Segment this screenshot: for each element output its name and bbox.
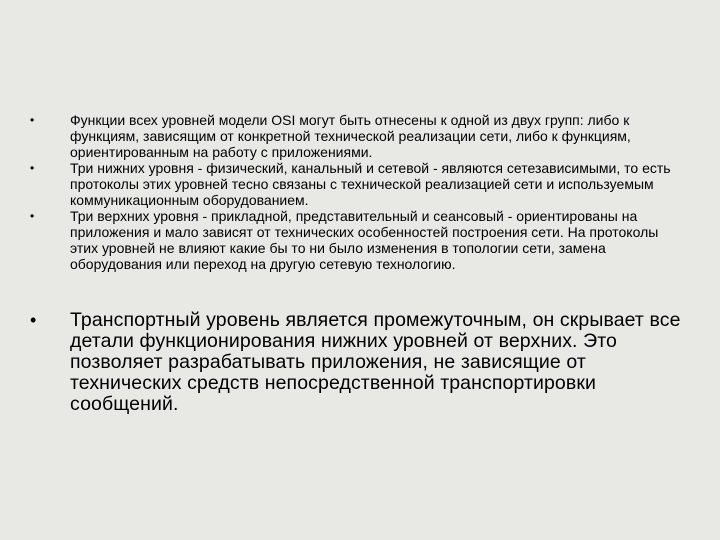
sub-bullet-text: Три нижних уровня - физический, канальный и сетевой - являются сетезависимыми, то есть протоколы этих уровней тесно связаны с технической реализацией сети и используемым коммуникационным оборудованием.	[70, 160, 671, 208]
sub-bullet-text: Функции всех уровней модели OSI могут быть отнесены к одной из двух групп: либо к функциям, зависящим от конкретной технической реализации сети, либо к функциям, ориентированным на работу с приложениями.	[70, 112, 631, 160]
bullet-icon: •	[30, 161, 35, 175]
sub-bullet-text: Три верхних уровня - прикладной, представительный и сеансовый - ориентированы на приложения и мало зависят от технических особенностей построения сети. На протоколы этих уровней не влияют какие бы то ни было изменения в топологии сети, замена оборудования или переход на другую сетевую технологию.	[70, 208, 659, 272]
sub-bullet-item	[30, 112, 690, 160]
main-bullet-item	[30, 310, 690, 415]
main-bullet-list	[30, 310, 690, 415]
main-bullet-text: Транспортный уровень является промежуточным, он скрывает все детали функционирования нижних уровней от верхних. Это позволяет разрабатывать приложения, не зависящие от технических средств непосредственной транспортировки сообщений.	[70, 309, 681, 415]
sub-bullet-item	[30, 208, 690, 272]
bullet-icon: •	[30, 209, 35, 223]
bullet-icon: •	[30, 113, 35, 127]
sub-bullet-item	[30, 160, 690, 208]
bullet-icon: •	[30, 310, 37, 330]
sub-bullet-list	[30, 112, 690, 272]
